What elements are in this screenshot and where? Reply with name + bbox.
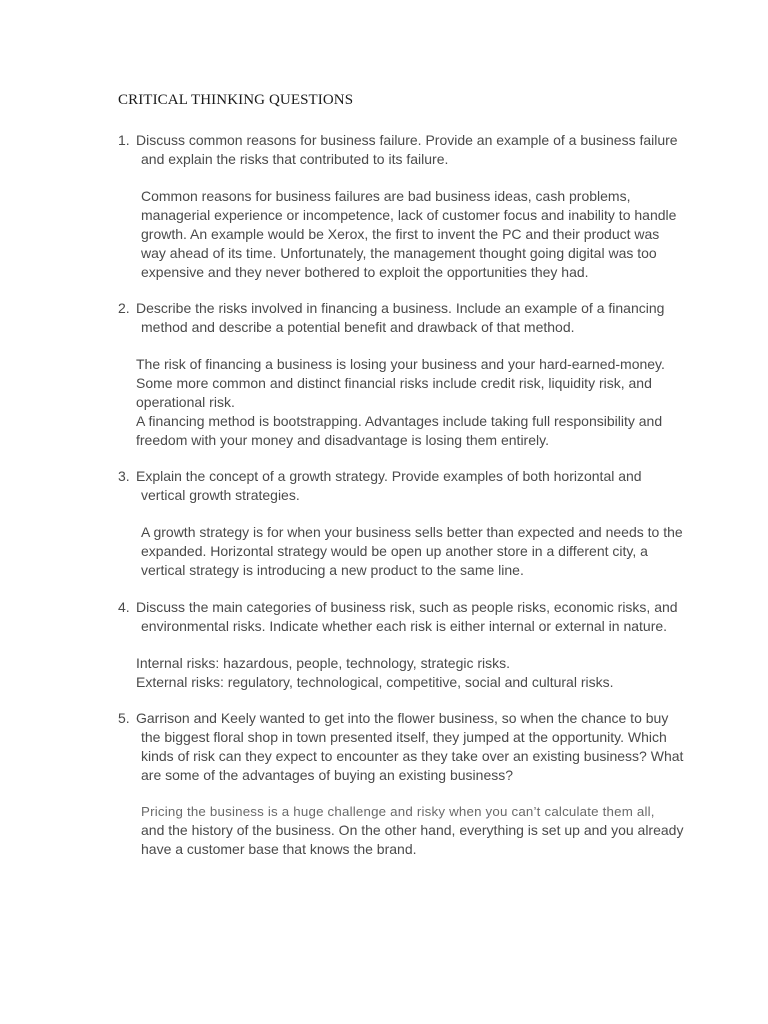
answer-line: way ahead of its time. Unfortunately, the management thought going digital was too	[141, 245, 657, 261]
question-line: Discuss the main categories of business risk, such as people risks, economic risks, and	[136, 599, 678, 615]
answer-line: Common reasons for business failures are bad business ideas, cash problems,	[141, 188, 631, 204]
answer-1	[141, 187, 676, 282]
question-line: Describe the risks involved in financing a business. Include an example of a financing	[136, 300, 665, 316]
question-line: Discuss common reasons for business failure. Provide an example of a business failure	[136, 132, 678, 148]
answer-line: expensive and they never bothered to exploit the opportunities they had.	[141, 264, 589, 280]
answer-line: managerial experience or incompetence, lack of customer focus and inability to handle	[141, 207, 677, 223]
question-number: 2.	[118, 300, 130, 316]
question-line: and explain the risks that contributed to its failure.	[141, 151, 449, 167]
answer-4	[136, 654, 614, 692]
question-1	[118, 131, 688, 169]
answer-5	[141, 802, 683, 859]
question-5	[118, 709, 688, 785]
answer-line: have a customer base that knows the brand.	[141, 841, 417, 857]
answer-line: External risks: regulatory, technological, competitive, social and cultural risks.	[136, 674, 614, 690]
answer-line: operational risk.	[136, 394, 235, 410]
answer-line: vertical strategy is introducing a new product to the same line.	[141, 562, 524, 578]
question-line: kinds of risk can they expect to encounter as they take over an existing business? What	[141, 748, 684, 764]
question-line: Garrison and Keely wanted to get into the flower business, so when the chance to buy	[136, 710, 669, 726]
question-line: vertical growth strategies.	[141, 487, 300, 503]
question-number: 3.	[118, 468, 130, 484]
question-number: 4.	[118, 599, 130, 615]
answer-line: Internal risks: hazardous, people, technology, strategic risks.	[136, 655, 511, 671]
page-title: CRITICAL THINKING QUESTIONS	[118, 92, 354, 108]
question-number: 5.	[118, 710, 130, 726]
question-4	[118, 598, 688, 636]
question-3	[118, 467, 688, 505]
answer-3	[141, 523, 683, 580]
question-line: are some of the advantages of buying an existing business?	[141, 767, 514, 783]
answer-line: expanded. Horizontal strategy would be open up another store in a different city, a	[141, 543, 648, 559]
question-line: method and describe a potential benefit and drawback of that method.	[141, 319, 575, 335]
question-line: Explain the concept of a growth strategy. Provide examples of both horizontal and	[136, 468, 642, 484]
answer-line: and the history of the business. On the other hand, everything is set up and you already	[141, 822, 684, 838]
question-line: the biggest floral shop in town presented itself, they jumped at the opportunity. Which	[141, 729, 667, 745]
answer-line: Pricing the business is a huge challenge and risky when you can’t calculate them all,	[141, 804, 655, 819]
answer-line: The risk of financing a business is losing your business and your hard-earned-money.	[136, 356, 665, 372]
answer-line: growth. An example would be Xerox, the first to invent the PC and their product was	[141, 226, 660, 242]
question-2	[118, 299, 688, 337]
answer-line: freedom with your money and disadvantage is losing them entirely.	[136, 432, 549, 448]
question-line: environmental risks. Indicate whether each risk is either internal or external in nature.	[141, 618, 668, 634]
answer-line: A growth strategy is for when your business sells better than expected and needs to the	[141, 524, 683, 540]
question-number: 1.	[118, 132, 130, 148]
answer-2	[136, 355, 665, 450]
answer-line: A financing method is bootstrapping. Advantages include taking full responsibility and	[136, 413, 663, 429]
answer-line: Some more common and distinct financial risks include credit risk, liquidity risk, and	[136, 375, 652, 391]
